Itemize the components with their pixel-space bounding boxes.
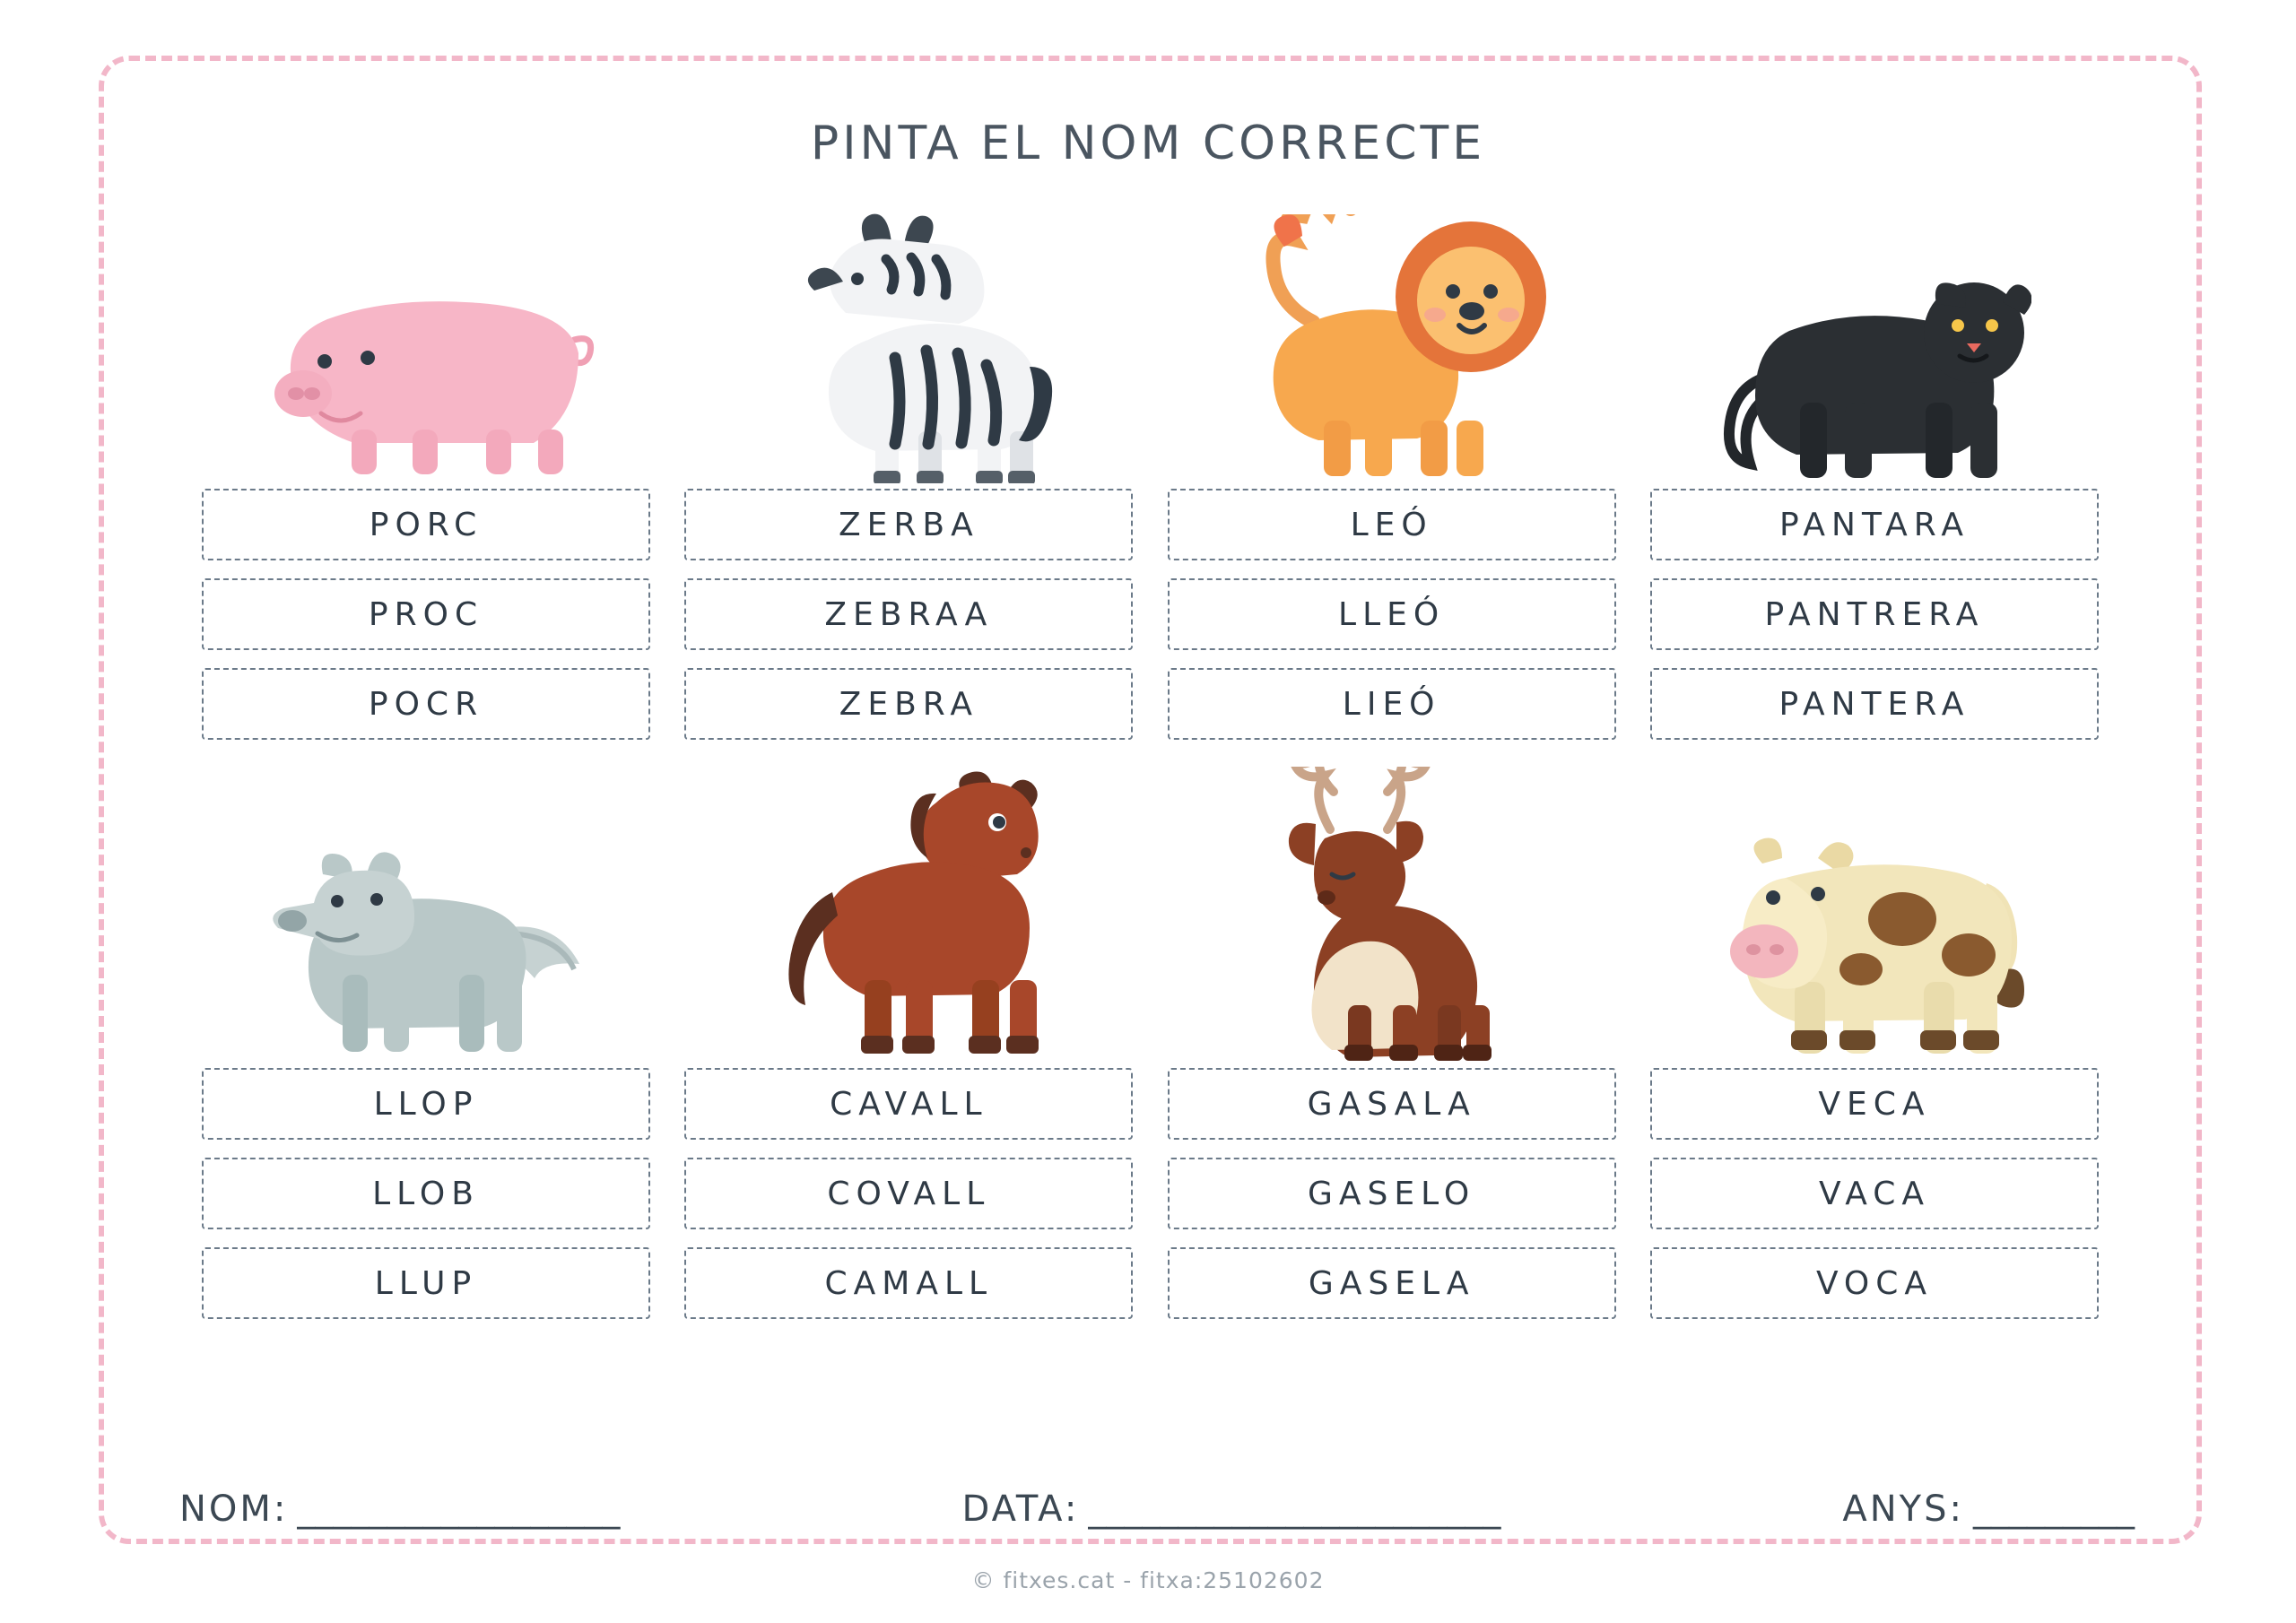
- option-box[interactable]: [1168, 578, 1616, 650]
- option-label: CAMALL: [824, 1264, 994, 1302]
- option-label: ZEBRAA: [824, 595, 994, 633]
- option-label: VACA: [1818, 1175, 1931, 1212]
- option-label: LEÓ: [1350, 506, 1433, 543]
- exercise-item-gazelle: [1168, 772, 1616, 1337]
- option-label: LLEÓ: [1338, 595, 1446, 633]
- date-label: DATA:: [961, 1488, 1080, 1530]
- option-box[interactable]: [1650, 578, 2099, 650]
- option-box[interactable]: [202, 489, 650, 560]
- option-label: GASALA: [1307, 1085, 1476, 1123]
- option-label: PANTARA: [1779, 506, 1970, 543]
- option-label: LLUP: [374, 1264, 478, 1302]
- option-label: COVALL: [827, 1175, 991, 1212]
- option-box[interactable]: [1168, 1247, 1616, 1319]
- lion-illustration: [1168, 193, 1616, 489]
- option-label: PORC: [369, 506, 483, 543]
- pig-illustration: [202, 193, 650, 489]
- option-label: LIEÓ: [1342, 685, 1441, 723]
- option-label: GASELO: [1308, 1175, 1476, 1212]
- option-box[interactable]: [1168, 1158, 1616, 1229]
- option-label: PROC: [368, 595, 484, 633]
- wolf-illustration: [202, 772, 650, 1068]
- option-box[interactable]: [202, 1158, 650, 1229]
- option-label: LLOB: [372, 1175, 480, 1212]
- option-box[interactable]: [1650, 668, 2099, 740]
- panther-illustration: [1650, 193, 2099, 489]
- exercise-item-pig: [202, 193, 650, 758]
- date-field[interactable]: [961, 1488, 1500, 1530]
- option-label: LLOP: [373, 1085, 479, 1123]
- exercise-item-lion: [1168, 193, 1616, 758]
- exercise-item-cow: [1650, 772, 2099, 1337]
- exercise-row: [202, 193, 2099, 758]
- option-box[interactable]: [1650, 489, 2099, 560]
- option-box[interactable]: [684, 489, 1133, 560]
- cow-illustration: [1650, 772, 2099, 1068]
- date-blank: _______________________: [1088, 1488, 1501, 1530]
- option-label: ZEBRA: [839, 685, 978, 723]
- option-label: POCR: [368, 685, 484, 723]
- option-box[interactable]: [1168, 489, 1616, 560]
- option-label: VOCA: [1815, 1264, 1934, 1302]
- option-box[interactable]: [202, 1068, 650, 1140]
- option-box[interactable]: [1650, 1068, 2099, 1140]
- option-box[interactable]: [202, 668, 650, 740]
- name-label: NOM:: [179, 1488, 289, 1530]
- exercise-item-panther: [1650, 193, 2099, 758]
- age-field[interactable]: [1842, 1488, 2135, 1530]
- age-label: ANYS:: [1842, 1488, 1964, 1530]
- gazelle-illustration: [1168, 772, 1616, 1068]
- exercise-item-wolf: [202, 772, 650, 1337]
- option-box[interactable]: [1168, 668, 1616, 740]
- option-box[interactable]: [684, 668, 1133, 740]
- exercise-item-zebra: [684, 193, 1133, 758]
- option-label: PANTERA: [1779, 685, 1970, 723]
- age-blank: _________: [1972, 1488, 2135, 1530]
- option-box[interactable]: [684, 1158, 1133, 1229]
- option-box[interactable]: [684, 1247, 1133, 1319]
- exercise-item-horse: [684, 772, 1133, 1337]
- option-box[interactable]: [1168, 1068, 1616, 1140]
- student-fields: [179, 1488, 2135, 1530]
- option-label: VECA: [1818, 1085, 1931, 1123]
- option-label: ZERBA: [838, 506, 979, 543]
- zebra-illustration: [684, 193, 1133, 489]
- option-label: CAVALL: [830, 1085, 988, 1123]
- option-box[interactable]: [1650, 1158, 2099, 1229]
- option-box[interactable]: [1650, 1247, 2099, 1319]
- name-field[interactable]: [179, 1488, 620, 1530]
- page-title: PINTA EL NOM CORRECTE: [810, 117, 1486, 170]
- credit-text: © fitxes.cat - fitxa:25102602: [971, 1567, 1325, 1593]
- horse-illustration: [684, 772, 1133, 1068]
- option-box[interactable]: [684, 1068, 1133, 1140]
- exercise-row: [202, 772, 2099, 1337]
- name-blank: __________________: [297, 1488, 621, 1530]
- option-box[interactable]: [202, 578, 650, 650]
- option-box[interactable]: [202, 1247, 650, 1319]
- option-label: PANTRERA: [1764, 595, 1985, 633]
- option-box[interactable]: [684, 578, 1133, 650]
- exercise-grid: [202, 193, 2099, 1351]
- option-label: GASELA: [1308, 1264, 1475, 1302]
